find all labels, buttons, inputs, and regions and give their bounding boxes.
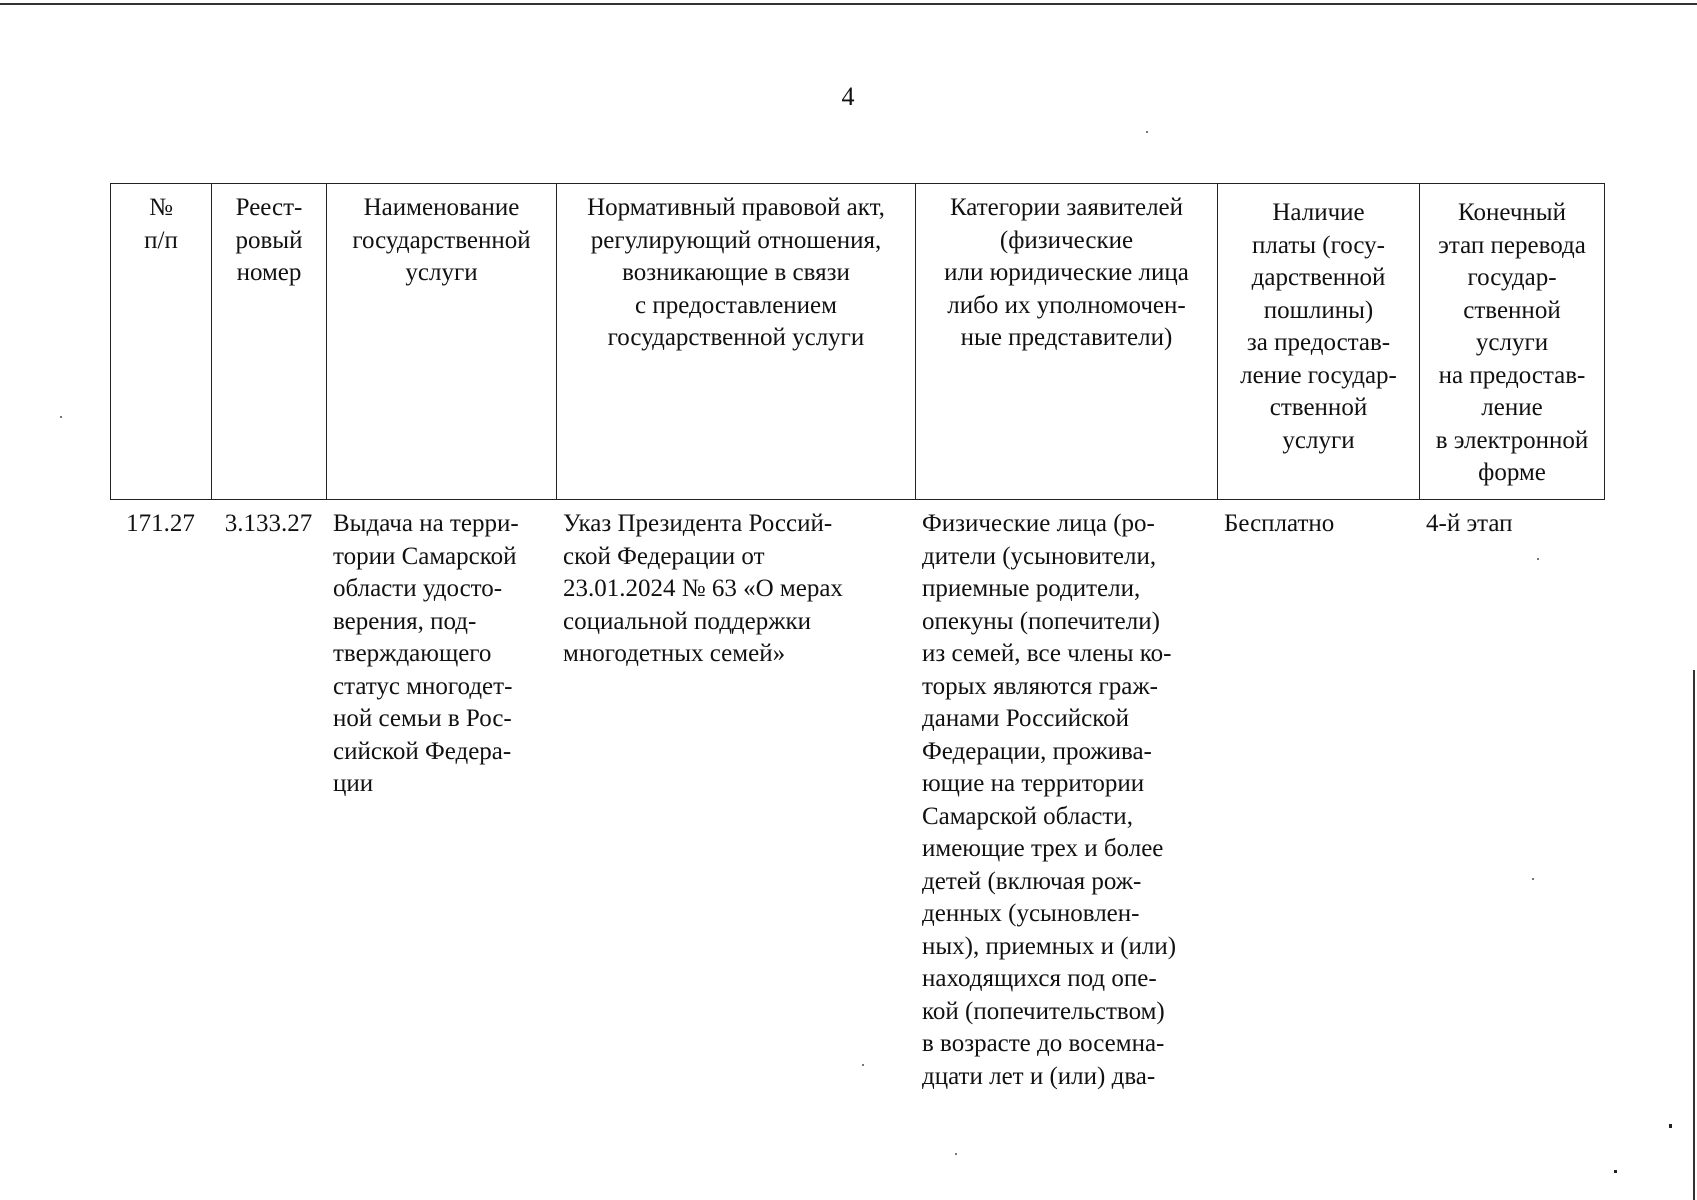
cell-applicant-categories [922, 508, 1217, 1093]
cell-text-line: Самарской области, [922, 802, 1133, 830]
header-text-line: в электронной [1435, 426, 1589, 454]
cell-text-line: опекуны (попечители) [922, 607, 1160, 635]
header-text-line: с предоставлением [635, 291, 837, 319]
cell-text-line: Федерации, прожива- [922, 737, 1152, 765]
cell-text-line: денных (усыновлен- [922, 900, 1140, 927]
page-number: 4 [841, 82, 855, 111]
right-border-line [1693, 670, 1695, 1200]
cell-text-line: приемные родители, [922, 575, 1141, 602]
header-final-stage [1419, 183, 1605, 500]
cell-number [110, 508, 211, 541]
header-text-line: (физические [999, 226, 1134, 254]
cell-text-line: Указ Президента Россий- [563, 510, 833, 537]
header-text-line: за предостав- [1246, 329, 1391, 356]
cell-text-line: торых являются граж- [922, 672, 1158, 700]
header-service-name [326, 183, 556, 500]
header-text-line: ровый [235, 226, 303, 254]
header-text-line: государ- [1467, 264, 1557, 291]
header-text-line: форме [1478, 459, 1546, 486]
header-text-line: регулирующий отношения, [590, 226, 882, 254]
cell-text-line: 4-й этап [1426, 510, 1513, 537]
scan-speck [1532, 878, 1534, 880]
header-text-line: номер [236, 259, 302, 286]
header-text-line: либо их уполномочен- [947, 291, 1186, 319]
header-text-line: ление [1481, 394, 1543, 421]
header-text-line: ные представители) [960, 324, 1173, 351]
header-text-line: государственной услуги [607, 324, 865, 351]
header-fee [1217, 183, 1419, 500]
header-text-line: п/п [144, 226, 178, 254]
header-text-line: № [149, 194, 173, 221]
cell-text-line: тверждающего [333, 640, 492, 667]
cell-text-line: ной семьи в Рос- [333, 705, 512, 732]
header-text-line: Наименование [363, 194, 520, 221]
scan-speck [862, 1064, 864, 1066]
header-text-line: пошлины) [1263, 296, 1374, 324]
header-legal-act [556, 183, 915, 500]
cell-text-line: 23.01.2024 № 63 «О мерах [563, 575, 843, 602]
header-number [110, 183, 211, 500]
header-text-line: Реест- [235, 194, 303, 221]
cell-text-line: тории Самарской [333, 542, 517, 570]
top-border-line [0, 3, 1697, 5]
cell-text-line: в возрасте до восемна- [922, 1030, 1165, 1057]
cell-text-line: верения, под- [333, 607, 477, 635]
cell-text-line: социальной поддержки [563, 607, 812, 635]
header-text-line: ственной [1269, 394, 1368, 421]
cell-text-line: дители (усыновители, [922, 542, 1157, 570]
header-text-line: дарственной [1251, 264, 1386, 291]
header-text-line: услуги [1282, 426, 1355, 454]
cell-text-line: кой (попечительством) [922, 997, 1165, 1025]
scan-speck [955, 1153, 957, 1155]
cell-text-line: Бесплатно [1224, 510, 1335, 537]
cell-text-line: ных), приемных и (или) [922, 932, 1177, 960]
cell-text-line: находящихся под опе- [922, 965, 1157, 992]
cell-text-line: 171.27 [126, 510, 195, 537]
cell-final-stage [1426, 508, 1605, 541]
header-applicant-categories [915, 183, 1217, 500]
header-text-line: ственной [1463, 296, 1561, 324]
cell-text-line: статус многодет- [333, 672, 513, 700]
header-text-line: услуги [405, 259, 478, 286]
header-text-line: Конечный [1458, 199, 1566, 226]
cell-text-line: дцати лет и (или) два- [922, 1062, 1156, 1090]
cell-text-line: из семей, все члены ко- [922, 640, 1172, 667]
cell-text-line: многодетных семей» [563, 640, 786, 667]
cell-text-line: сийской Федера- [333, 737, 512, 765]
cell-text-line: данами Российской [922, 705, 1129, 732]
header-text-line: ление государ- [1240, 361, 1397, 389]
cell-service-name [333, 508, 556, 801]
cell-text-line: имеющие трех и более [922, 835, 1164, 862]
scan-speck [60, 416, 62, 418]
header-text-line: Категории заявителей [949, 194, 1184, 221]
scan-speck [1614, 1170, 1617, 1173]
header-registry-number [211, 183, 326, 500]
header-text-line: или юридические лица [944, 259, 1189, 286]
header-text-line: услуги [1475, 329, 1549, 356]
header-text-line: платы (госу- [1252, 231, 1385, 259]
cell-text-line: ции [333, 770, 374, 797]
header-text-line: Наличие [1272, 199, 1365, 226]
cell-text-line: детей (включая рож- [922, 867, 1142, 895]
cell-text-line: ской Федерации от [563, 542, 765, 570]
scan-speck [1146, 131, 1148, 133]
header-text-line: государственной [352, 226, 531, 254]
scan-speck [1537, 558, 1539, 560]
cell-text-line: Выдача на терри- [333, 510, 519, 537]
cell-legal-act [563, 508, 915, 671]
header-text-line: на предостав- [1438, 361, 1586, 389]
cell-text-line: 3.133.27 [224, 510, 313, 537]
header-text-line: этап перевода [1438, 231, 1586, 259]
cell-text-line: области удосто- [333, 575, 503, 602]
header-text-line: Нормативный правовой акт, [587, 194, 885, 221]
cell-text-line: ющие на территории [922, 770, 1145, 797]
scan-speck [1669, 1124, 1672, 1128]
cell-text-line: Физические лица (ро- [922, 510, 1155, 537]
header-text-line: возникающие в связи [622, 259, 850, 286]
cell-registry-number [211, 508, 326, 541]
cell-fee [1224, 508, 1419, 541]
